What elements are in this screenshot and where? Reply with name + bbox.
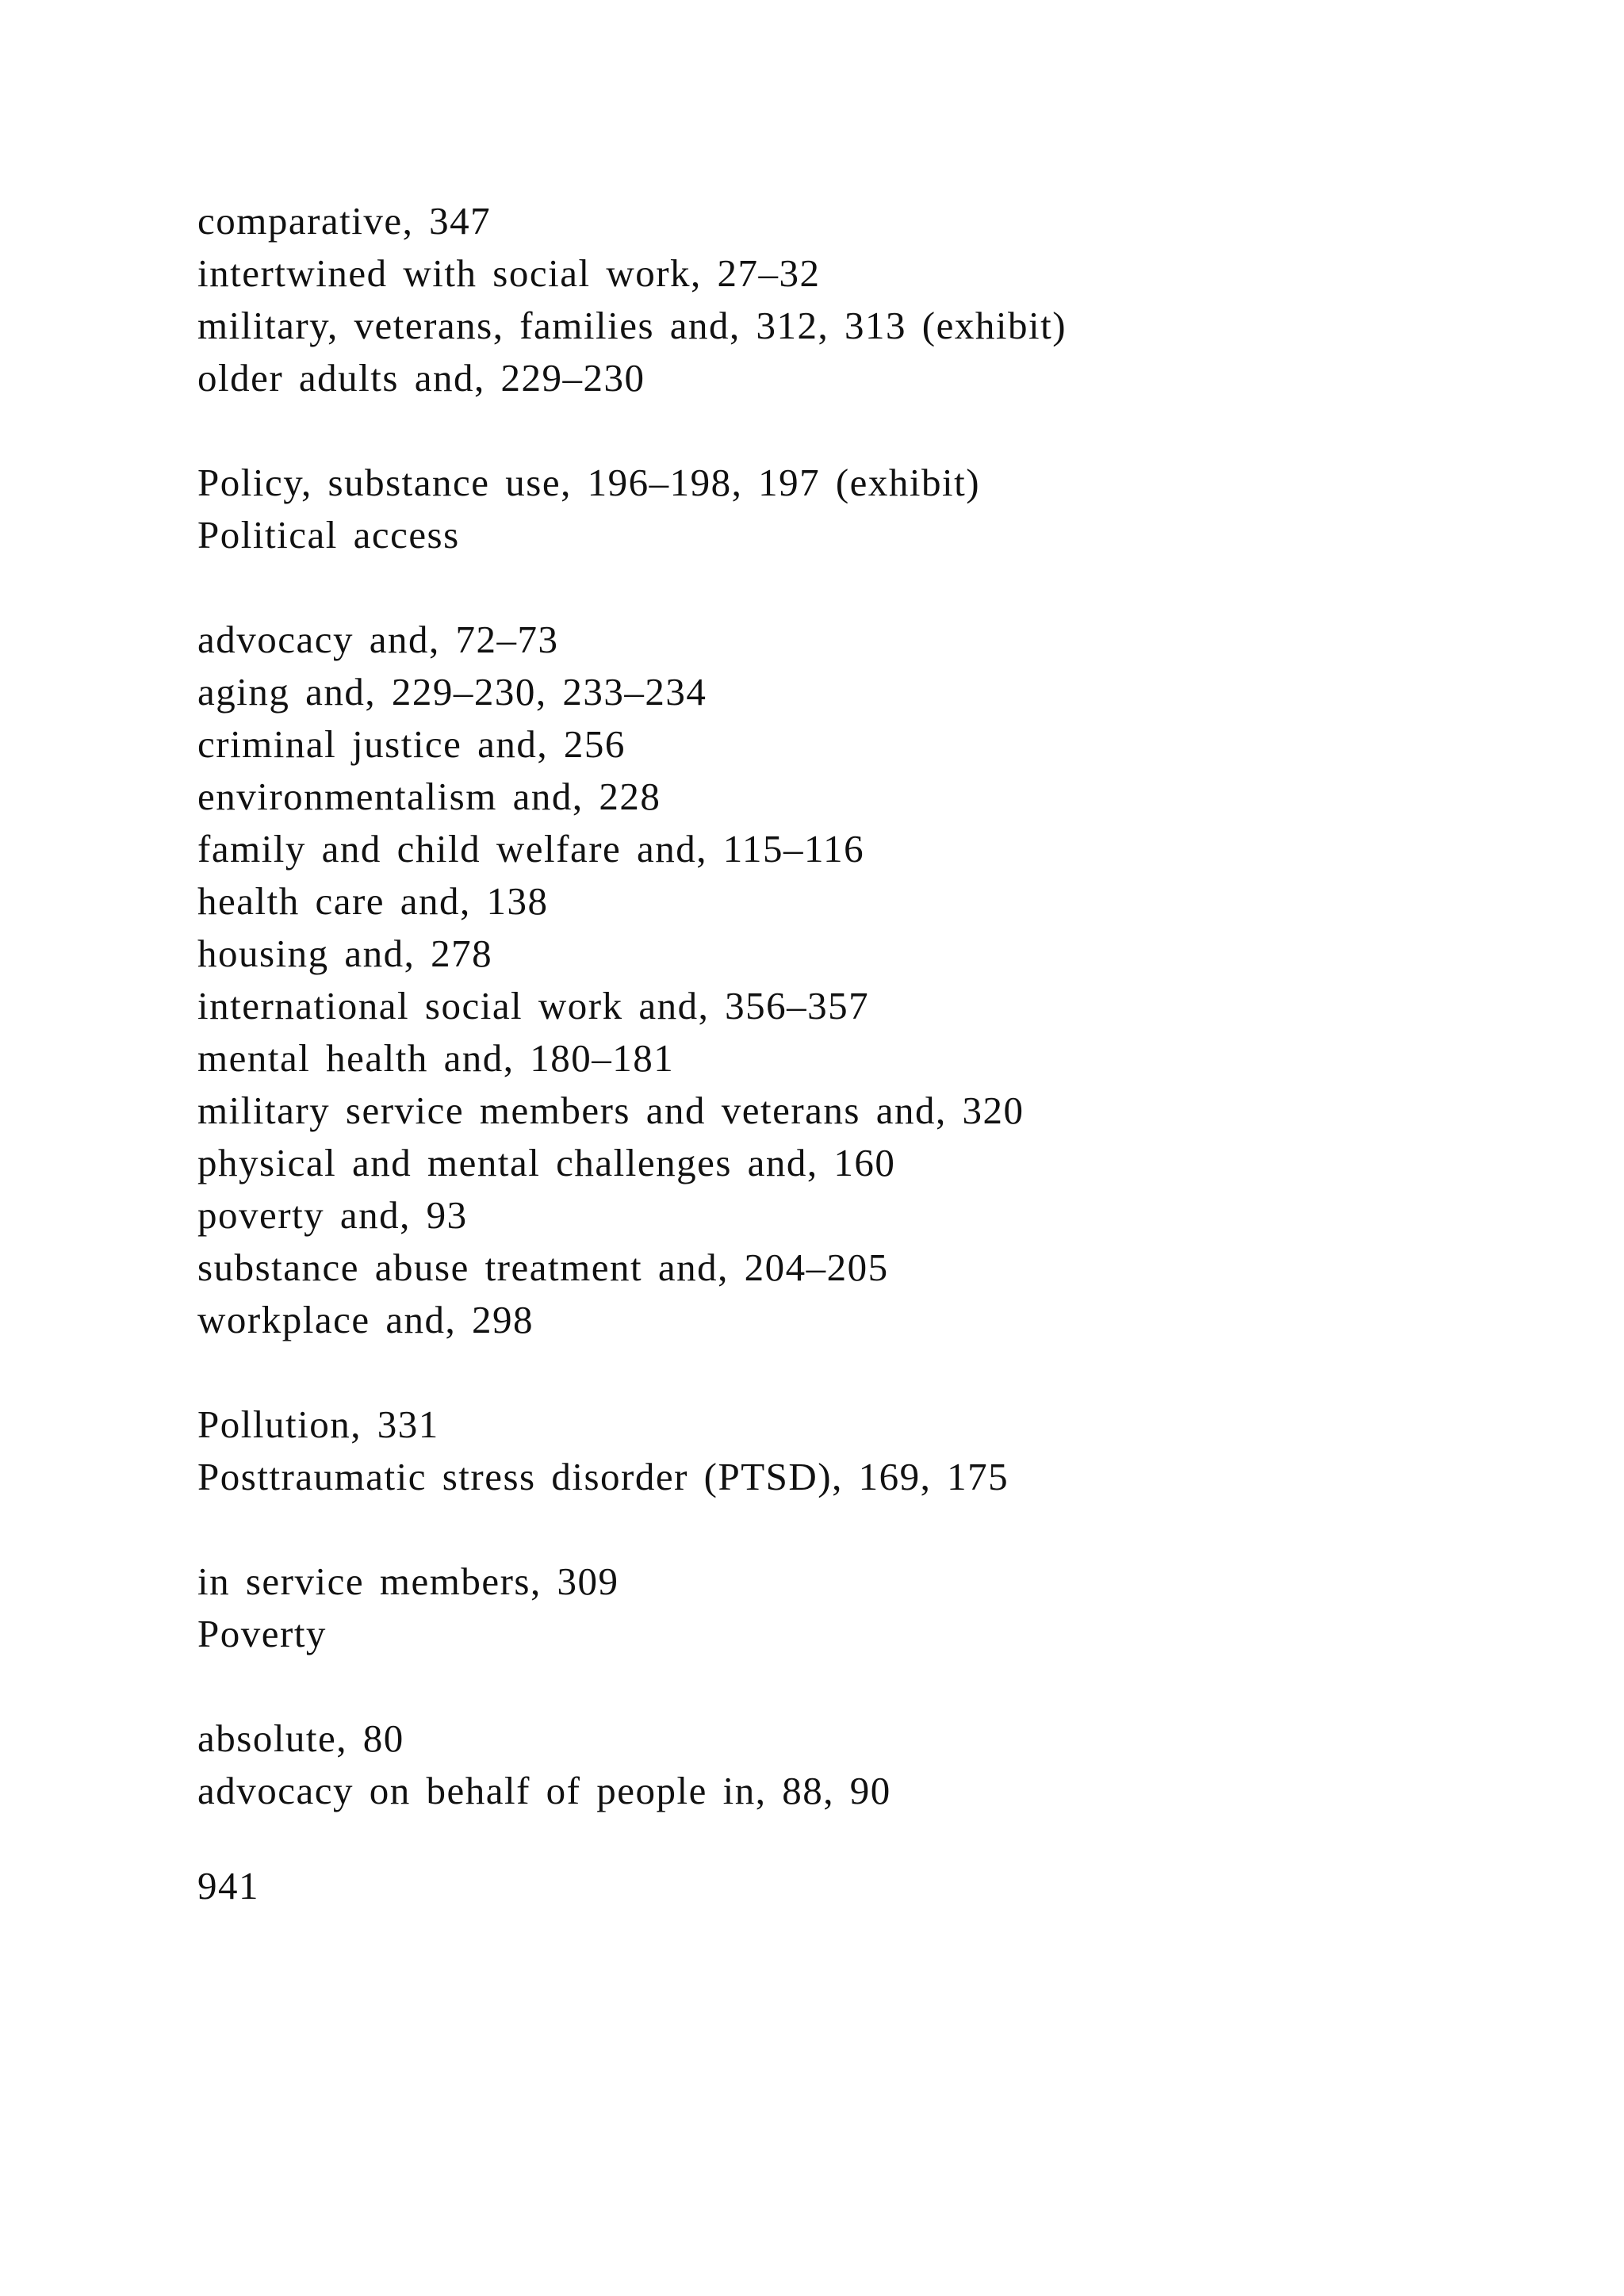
index-subentry: poverty and, 93 [197,1193,468,1237]
index-entry: Policy, substance use, 196–198, 197 (exhibit) [197,461,981,504]
index-subentry: advocacy and, 72–73 [197,618,559,661]
entry-gap [197,1660,1545,1712]
index-subentry: housing and, 278 [197,932,493,975]
index-subentry: family and child welfare and, 115–116 [197,827,865,871]
index-content [197,195,1545,1817]
index-entry: comparative, 347 [197,199,492,243]
index-subentry: aging and, 229–230, 233–234 [197,670,707,714]
index-subentry: environmentalism and, 228 [197,775,661,818]
index-entry: older adults and, 229–230 [197,356,645,400]
index-subentry: physical and mental challenges and, 160 [197,1141,896,1184]
index-subentry: military service members and veterans and, 320 [197,1089,1025,1132]
index-entry: Pollution, 331 [197,1402,439,1446]
index-subentry: absolute, 80 [197,1716,404,1760]
index-subentry: substance abuse treatment and, 204–205 [197,1246,889,1289]
index-subentry: health care and, 138 [197,879,549,923]
index-subentry: mental health and, 180–181 [197,1036,675,1080]
entry-gap [197,1346,1545,1399]
entry-gap [197,1503,1545,1556]
index-heading: Political access [197,513,460,557]
index-subentry: workplace and, 298 [197,1298,534,1341]
index-entry: Posttraumatic stress disorder (PTSD), 169, 175 [197,1455,1009,1498]
index-entry: military, veterans, families and, 312, 313 (exhibit) [197,304,1067,347]
entry-gap [197,561,1545,614]
index-subentry: criminal justice and, 256 [197,722,626,766]
index-subentry: advocacy on behalf of people in, 88, 90 [197,1769,891,1812]
index-subentry: in service members, 309 [197,1559,619,1603]
entry-gap [197,404,1545,457]
index-heading: Poverty [197,1612,327,1655]
index-subentry: international social work and, 356–357 [197,984,870,1027]
index-entry: intertwined with social work, 27–32 [197,251,821,295]
page-number: 941 [197,1864,259,1908]
